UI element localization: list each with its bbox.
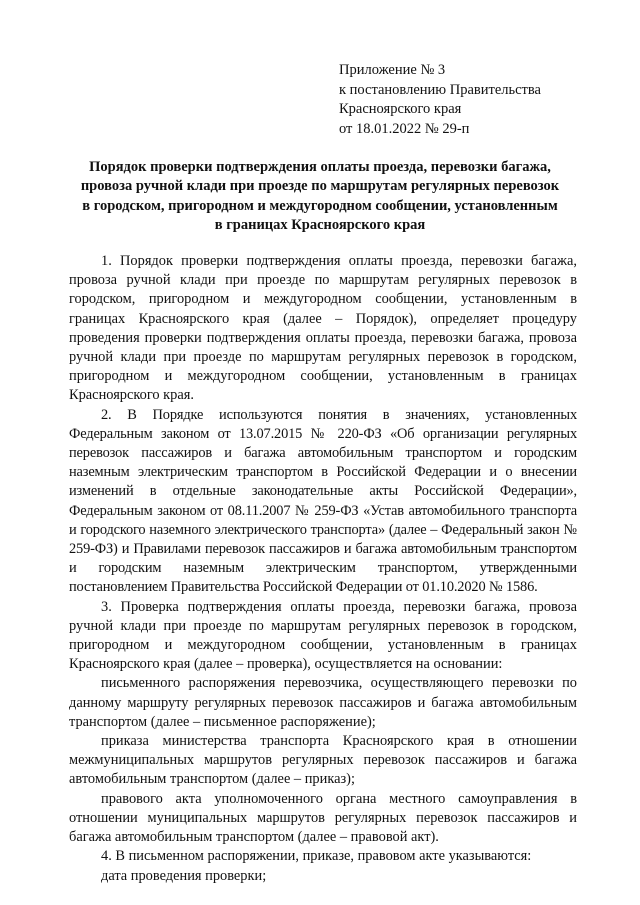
title-line-1: Порядок проверки подтверждения оплаты проезда, перевозки багажа, bbox=[89, 159, 551, 175]
paragraph-written-order: письменного распоряжения перевозчика, осуществляющего перевозки по данному маршруту регулярных перевозок пассажиров и багажа автомобильным транспортом (далее – письменное распоряжение); bbox=[69, 675, 577, 730]
title-line-3: в городском, пригородном и междугородном сообщении, установленным bbox=[82, 197, 558, 214]
paragraph-check-date: дата проведения проверки; bbox=[101, 867, 267, 884]
paragraph-1: 1. Порядок проверки подтверждения оплаты проезда, перевозки багажа, провоза ручной клади при проезде по маршрутам регулярных перевозок в городском, пригородном и междугородном сообщении, установленным в границах Красноярского края (далее – Порядок), определяет процедуру проведения проверки подтверждения оплаты проезда, перевозки багажа, провоза ручной клади при проезде по маршрутам регулярных перевозок в городском, пригородном и междугородном сообщении, установленным в границах Красноярского края. bbox=[69, 253, 577, 404]
paragraph-2: 2. В Порядке используются понятия в значениях, установленных Федеральным законом от 13.07.2015 № 220-ФЗ «Об организации регулярных перевозок пассажиров и багажа автомобильным транспортом и городским наземным электрическим транспортом в Российской Федерации и о внесении изменений в отдельные законодательные акты Российской Федерации», Федеральным законом от 08.11.2007 № 259-ФЗ «Устав автомобильного транспорта и городского наземного электрического транспорта» (далее – Федеральный закон № 259-ФЗ) и Правилами перевозок пассажиров и багажа автомобильным транспортом и городским наземным электрическим транспортом, утвержденными постановлением Правительства Российской Федерации от 01.10.2020 № 1586. bbox=[69, 406, 577, 596]
document-body bbox=[69, 252, 577, 886]
appendix-number: Приложение № 3 bbox=[339, 62, 446, 78]
title-line-4: в границах Красноярского края bbox=[214, 217, 426, 234]
appendix-date: от 18.01.2022 № 29-п bbox=[339, 120, 470, 137]
document-title bbox=[60, 158, 580, 236]
paragraph-legal-act: правового акта уполномоченного органа местного самоуправления в отношении муниципальных маршрутов регулярных перевозок пассажиров и багажа автомобильным транспортом (далее – правовой акт). bbox=[69, 790, 577, 846]
paragraph-3: 3. Проверка подтверждения оплаты проезда, перевозки багажа, провоза ручной клади при проезде по маршрутам регулярных перевозок в городском, пригородном и междугородном сообщении, установленным в границах Красноярского края (далее – проверка), осуществляется на основании: bbox=[69, 598, 577, 673]
paragraph-ministry-order: приказа министерства транспорта Красноярского края в отношении межмуниципальных маршрутов регулярных перевозок пассажиров и багажа автомобильным транспортом (далее – приказ); bbox=[69, 733, 577, 788]
appendix-block bbox=[339, 61, 541, 139]
appendix-region: Красноярского края bbox=[339, 101, 462, 117]
paragraph-4: 4. В письменном распоряжении, приказе, правовом акте указываются: bbox=[101, 848, 532, 865]
title-line-2: провоза ручной клади при проезде по маршрутам регулярных перевозок bbox=[80, 178, 560, 195]
appendix-resolution: к постановлению Правительства bbox=[339, 81, 541, 98]
